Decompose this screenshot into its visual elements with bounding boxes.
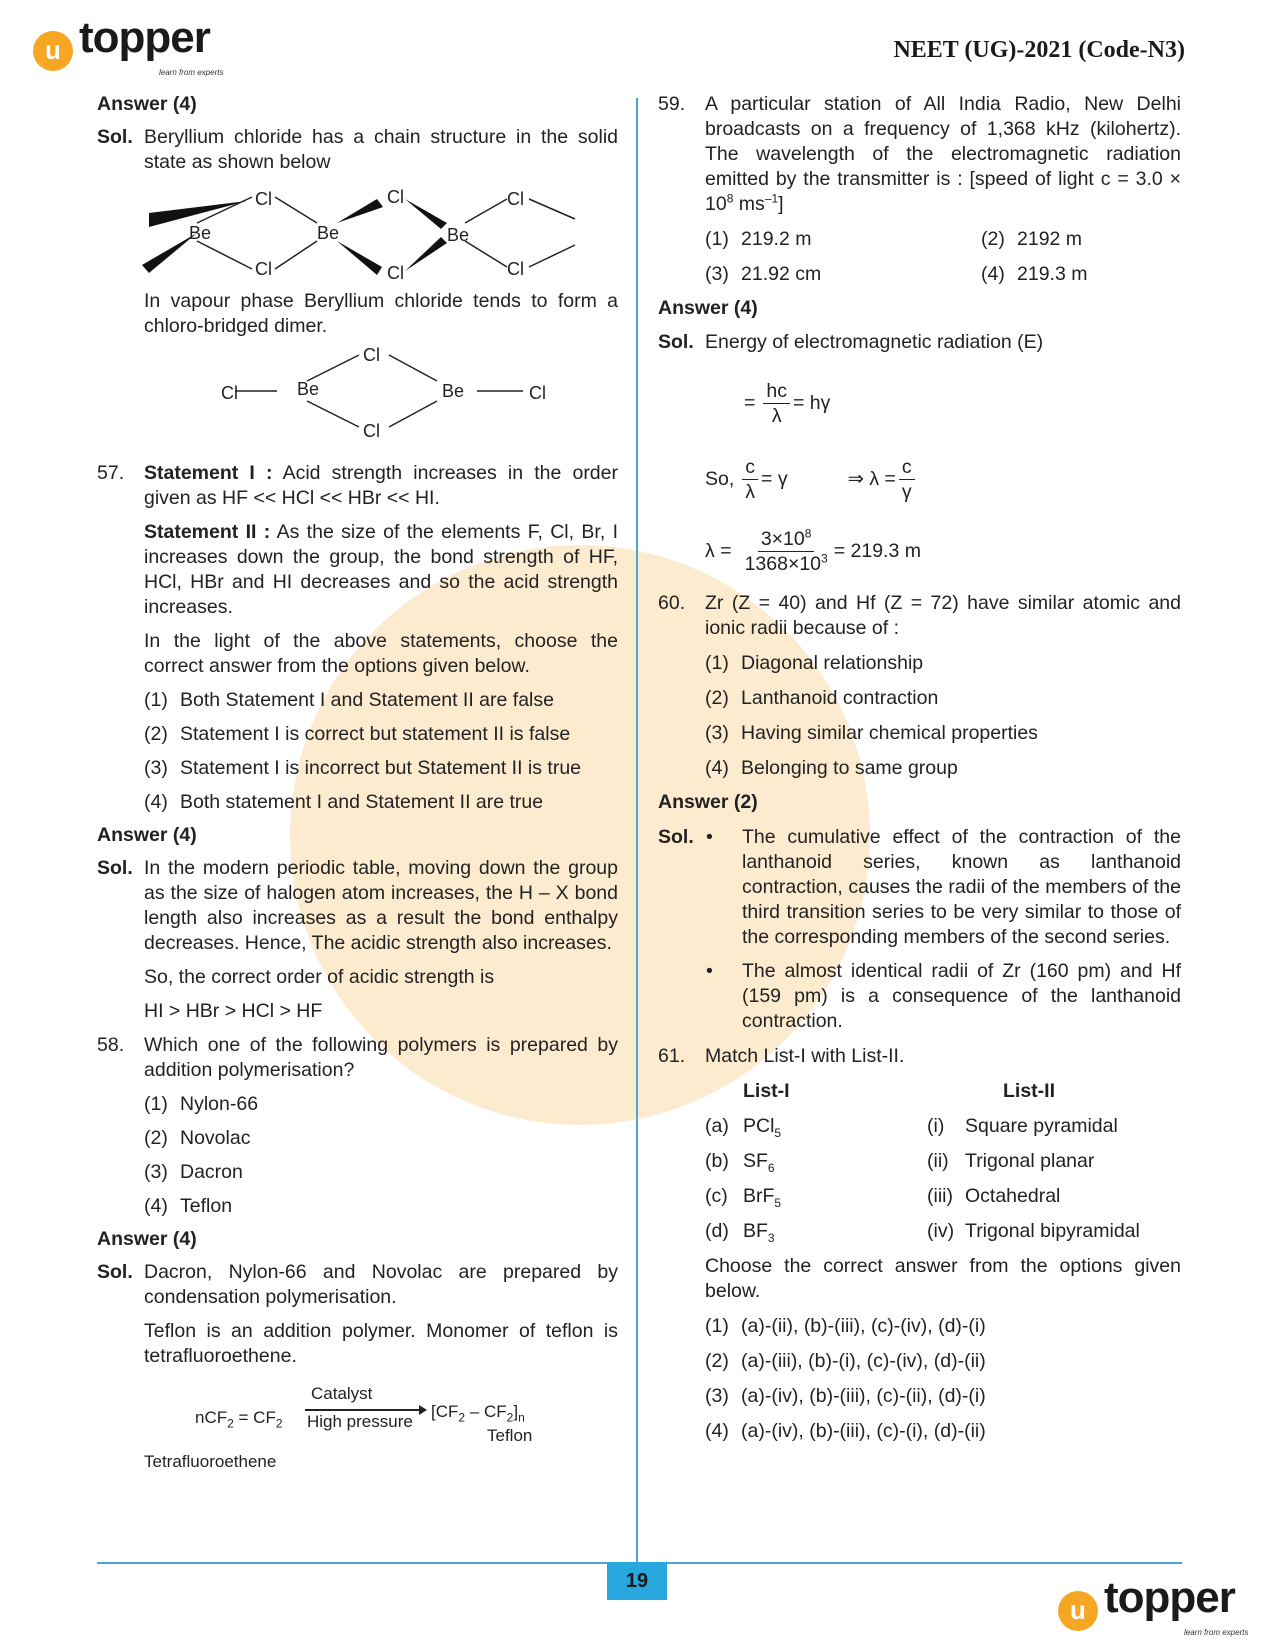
bullet-icon: • (706, 960, 713, 982)
question-prompt: In the light of the above statements, choose the correct answer from the options given below. (144, 630, 618, 677)
list-header: List-I (743, 1080, 790, 1102)
column-divider (636, 98, 638, 1563)
q57-answer: Answer (4) (97, 824, 197, 846)
atom-cl: Cl (387, 187, 404, 207)
atom-be: Be (317, 223, 340, 243)
logo-wordmark: topper (1104, 1573, 1235, 1622)
option: (2) Novolac (144, 1127, 251, 1149)
atom-be: Be (297, 379, 320, 399)
wedge-bond (337, 199, 383, 223)
logo-circle-icon: u (33, 31, 73, 71)
option: (3) Statement I is incorrect but Statement II is true (144, 757, 582, 779)
option: (1) Diagonal relationship (705, 652, 924, 674)
q60-answer: Answer (2) (658, 791, 758, 813)
q57-solution-order: HI > HBr > HCl > HF (144, 1000, 323, 1022)
product-name: Teflon (487, 1426, 533, 1445)
wavelength-equations (658, 355, 1181, 587)
atom-cl: Cl (507, 259, 524, 279)
sol-label: Sol. (97, 857, 133, 879)
sol-label: Sol. (658, 331, 694, 353)
atom-cl: Cl (363, 421, 380, 437)
question-61 (658, 1044, 1181, 1444)
reaction-catalyst: Catalyst (311, 1384, 373, 1403)
product: $[CF_2 - CF_2]_n$ (431, 1402, 525, 1425)
option: (3) 21.92 cm (705, 263, 822, 285)
header-logo (33, 13, 224, 85)
statement-label: Statement I : (144, 462, 273, 484)
question-57 (97, 461, 618, 815)
atom-cl: Cl (221, 383, 238, 403)
option: (1) 219.2 m (705, 228, 812, 250)
bullet-icon: • (706, 826, 713, 848)
sol-label: Sol. (97, 1261, 133, 1283)
q57-solution-text: In the modern periodic table, moving down the group as the size of halogen atom increases, the H – X bond length also increases as a result the bond enthalpy decreases. Hence, The acidic strength also increases. (144, 857, 618, 954)
option: (3) (a)-(iv), (b)-(iii), (c)-(ii), (d)-(i) (705, 1385, 986, 1407)
logo-circle-icon: u (1058, 1591, 1098, 1631)
option: (4) Both statement I and Statement II are true (144, 791, 544, 813)
match-list-table (705, 1079, 1181, 1244)
statement-text: As the size of the elements F, Cl, Br, I increases down the group, the bond strength of HF, HCl, HBr and HI decreases and so the acid strength increases. (144, 521, 618, 618)
atom-cl: Cl (529, 383, 546, 403)
q57-solution-order-intro: So, the correct order of acidic strength is (144, 966, 495, 988)
q56-vapour-text: In vapour phase Beryllium chloride tends to form a chloro-bridged dimer. (144, 290, 618, 337)
atom-cl: Cl (363, 345, 380, 365)
teflon-reaction (97, 1379, 618, 1471)
left-column (97, 92, 618, 1471)
option: (3) Dacron (144, 1161, 243, 1183)
list-header: List-II (1003, 1080, 1055, 1102)
question-number: 60. (658, 592, 686, 614)
wedge-bond (337, 241, 382, 275)
question-text: Which one of the following polymers is prepared by addition polymerisation? (144, 1034, 618, 1081)
option: (4) 219.3 m (981, 263, 1088, 285)
question-text: Match List-I with List-II. (705, 1045, 905, 1067)
reaction-condition: High pressure (307, 1412, 413, 1431)
wedge-bond (405, 199, 447, 229)
statement-label: Statement II : (144, 521, 271, 543)
q58-solution-text: Dacron, Nylon-66 and Novolac are prepared by condensation polymerisation. (144, 1261, 618, 1308)
question-number: 61. (658, 1045, 686, 1067)
q58-answer: Answer (4) (97, 1228, 197, 1250)
statement-text: Acid strength increases in the order given as HF << HCl << HBr << HI. (144, 462, 618, 509)
question-number: 58. (97, 1034, 125, 1056)
arrow-head-icon (419, 1405, 427, 1415)
reactant: $nCF_2 = CF_2$ (195, 1408, 283, 1431)
list-row: (a) PCl$_5$ (i) Square pyramidal (705, 1115, 1118, 1140)
option: (4) Teflon (144, 1195, 233, 1217)
footer-logo (1058, 1573, 1249, 1645)
list-row: (b) $SF_6$ (ii) Trigonal planar (705, 1150, 1095, 1175)
q56-solution-text: Beryllium chloride has a chain structure in the solid state as shown below (144, 126, 618, 173)
right-column (658, 92, 1181, 1444)
reactant-name: Tetrafluoroethene (144, 1452, 277, 1471)
logo-tagline: learn from experts (1184, 1628, 1249, 1637)
option: (4) Belonging to same group (705, 757, 958, 779)
becl2-chain-structure (97, 183, 618, 283)
question-text: Zr (Z = 40) and Hf (Z = 72) have similar atomic and ionic radii because of : (705, 592, 1181, 639)
question-prompt: Choose the correct answer from the options given below. (705, 1255, 1181, 1302)
option: (2) Lanthanoid contraction (705, 687, 939, 709)
option: (3) Having similar chemical properties (705, 722, 1038, 744)
option: (1) Both Statement I and Statement II are false (144, 689, 554, 711)
list-row: (d) $BF_3$ (iv) Trigonal bipyramidal (705, 1220, 1140, 1245)
q56-answer: Answer (4) (97, 93, 197, 115)
becl2-dimer-structure (97, 343, 618, 437)
atom-cl: Cl (255, 259, 272, 279)
question-59 (658, 92, 1181, 287)
option: (4) (a)-(iv), (b)-(iii), (c)-(i), (d)-(ii) (705, 1420, 986, 1442)
equation-result: λ = $\frac{3\times 10^8}{1368\times 10^3}$ = 219.3 m (705, 526, 921, 575)
q60-solution-bullet: The cumulative effect of the contraction of the lanthanoid series, known as lanthanoid contraction, causes the radii of the members of the third transition series to be very similar to those of the corresponding members of the second series. (742, 826, 1181, 948)
list-row: (c) BrF$_5$ (iii) Octahedral (705, 1185, 1061, 1210)
atom-be: Be (189, 223, 212, 243)
option: (2) Statement I is correct but statement II is false (144, 723, 571, 745)
option: (2) 2192 m (981, 228, 1083, 250)
question-number: 59. (658, 93, 686, 115)
sol-label: Sol. (658, 826, 694, 848)
wedge-bond (405, 237, 447, 271)
atom-cl: Cl (387, 263, 404, 283)
logo-tagline: learn from experts (159, 68, 224, 77)
q59-solution-text: Energy of electromagnetic radiation (E) (705, 331, 1044, 353)
logo-wordmark: topper (79, 13, 210, 62)
atom-cl: Cl (507, 189, 524, 209)
option: (1) (a)-(ii), (b)-(iii), (c)-(iv), (d)-(i) (705, 1315, 986, 1337)
q59-answer: Answer (4) (658, 297, 758, 319)
atom-cl: Cl (255, 189, 272, 209)
question-text: A particular station of All India Radio, New Delhi broadcasts on a frequency of 1,368 kHz (kilohertz). The wavelength of the electromagnetic radiation emitted by the transmitter is : [speed of light $c = 3.0 \times 10^8$ $ms^{-1}$] (705, 93, 1181, 215)
question-number: 57. (97, 462, 125, 484)
option: (2) (a)-(iii), (b)-(i), (c)-(iv), (d)-(ii) (705, 1350, 986, 1372)
question-60 (658, 591, 1181, 781)
sol-label: Sol. (97, 126, 133, 148)
exam-title: NEET (UG)-2021 (Code-N3) (893, 37, 1185, 63)
question-58 (97, 1033, 618, 1219)
option: (1) Nylon-66 (144, 1093, 259, 1115)
q60-solution-bullet: The almost identical radii of Zr (160 pm) and Hf (159 pm) is a consequence of the lanthanoid contraction. (742, 960, 1181, 1032)
atom-be: Be (447, 225, 470, 245)
page-number: 19 (607, 1562, 667, 1600)
equation-relation: So, $\frac{c}{\lambda}$ = γ ⇒ λ = $\frac{c}{\gamma}$ (705, 455, 918, 504)
equation-energy: = $\frac{hc}{\lambda}$ = hγ (744, 380, 831, 427)
q58-solution-text: Teflon is an addition polymer. Monomer of teflon is tetrafluoroethene. (144, 1320, 618, 1367)
atom-be: Be (442, 381, 465, 401)
